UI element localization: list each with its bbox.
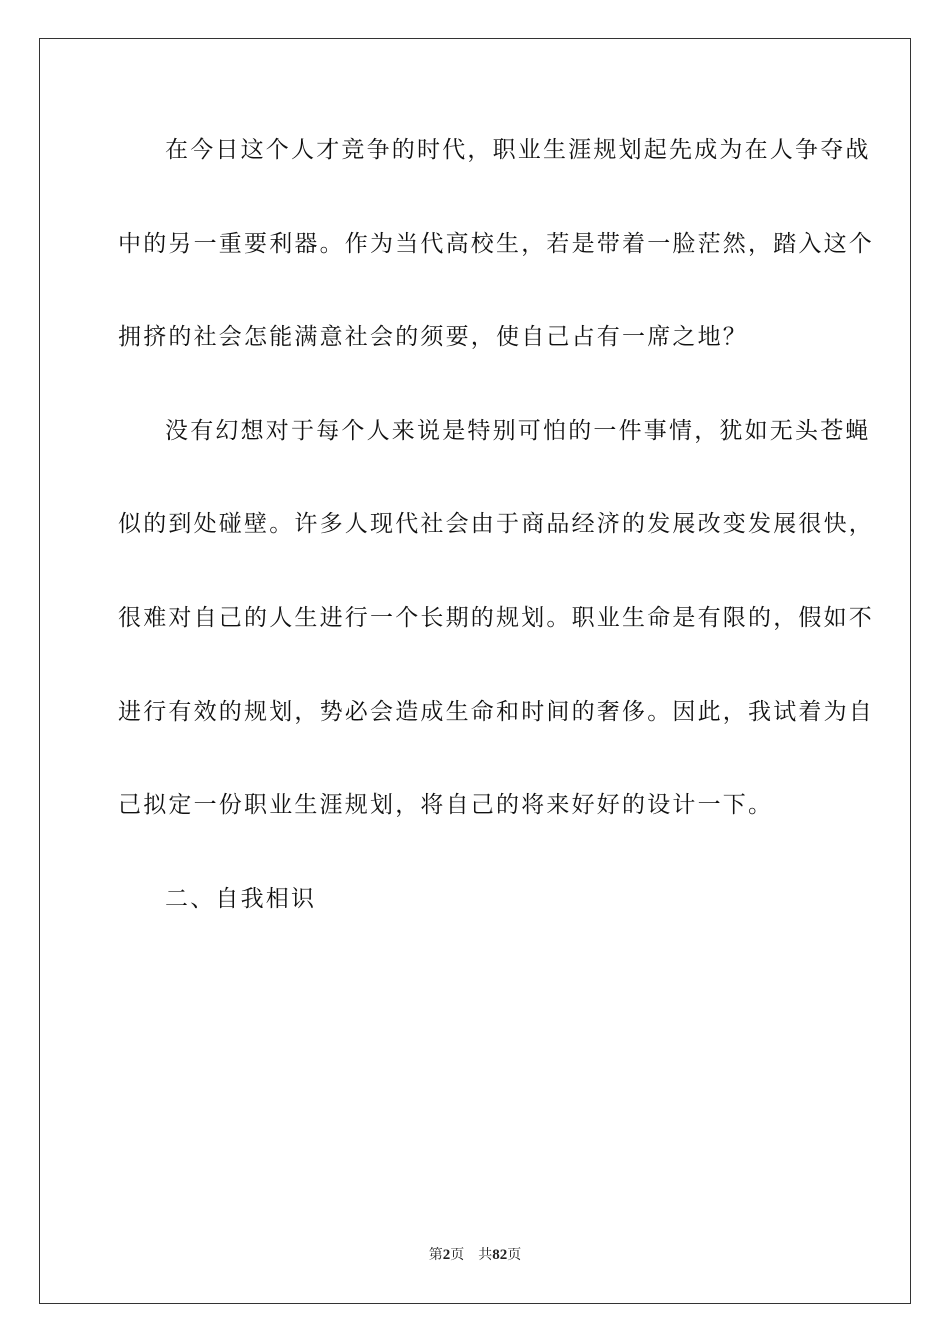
current-page-number: 2 [442, 1247, 451, 1263]
text-line: 己拟定一份职业生涯规划，将自己的将来好好的设计一下。 [118, 792, 774, 819]
footer-total-suffix: 页 [507, 1247, 522, 1263]
text-line: 进行有效的规划，势必会造成生命和时间的奢侈。因此，我试着为自 [118, 698, 874, 725]
text-line: 很难对自己的人生进行一个长期的规划。职业生命是有限的，假如不 [118, 604, 874, 631]
total-page-count: 82 [492, 1247, 508, 1263]
text-line: 拥挤的社会怎能满意社会的须要，使自己占有一席之地？ [118, 324, 748, 351]
page-footer [0, 1244, 950, 1264]
footer-prefix: 第 [428, 1247, 443, 1263]
text-line: 中的另一重要利器。作为当代高校生，若是带着一脸茫然，踏入这个 [118, 230, 874, 257]
footer-total-prefix: 共 [478, 1247, 493, 1263]
text-line: 没有幻想对于每个人来说是特别可怕的一件事情，犹如无头苍蝇 [165, 417, 871, 444]
text-line: 在今日这个人才竞争的时代，职业生涯规划起先成为在人争夺战 [165, 137, 871, 163]
document-body [118, 130, 874, 972]
text-line: 似的到处碰壁。许多人现代社会由于商品经济的发展改变发展很快， [118, 511, 874, 538]
footer-page-suffix: 页 [450, 1247, 465, 1263]
paragraph-1 [118, 130, 874, 411]
section-heading: 二、自我相识 [165, 885, 317, 912]
paragraph-2 [118, 411, 874, 879]
